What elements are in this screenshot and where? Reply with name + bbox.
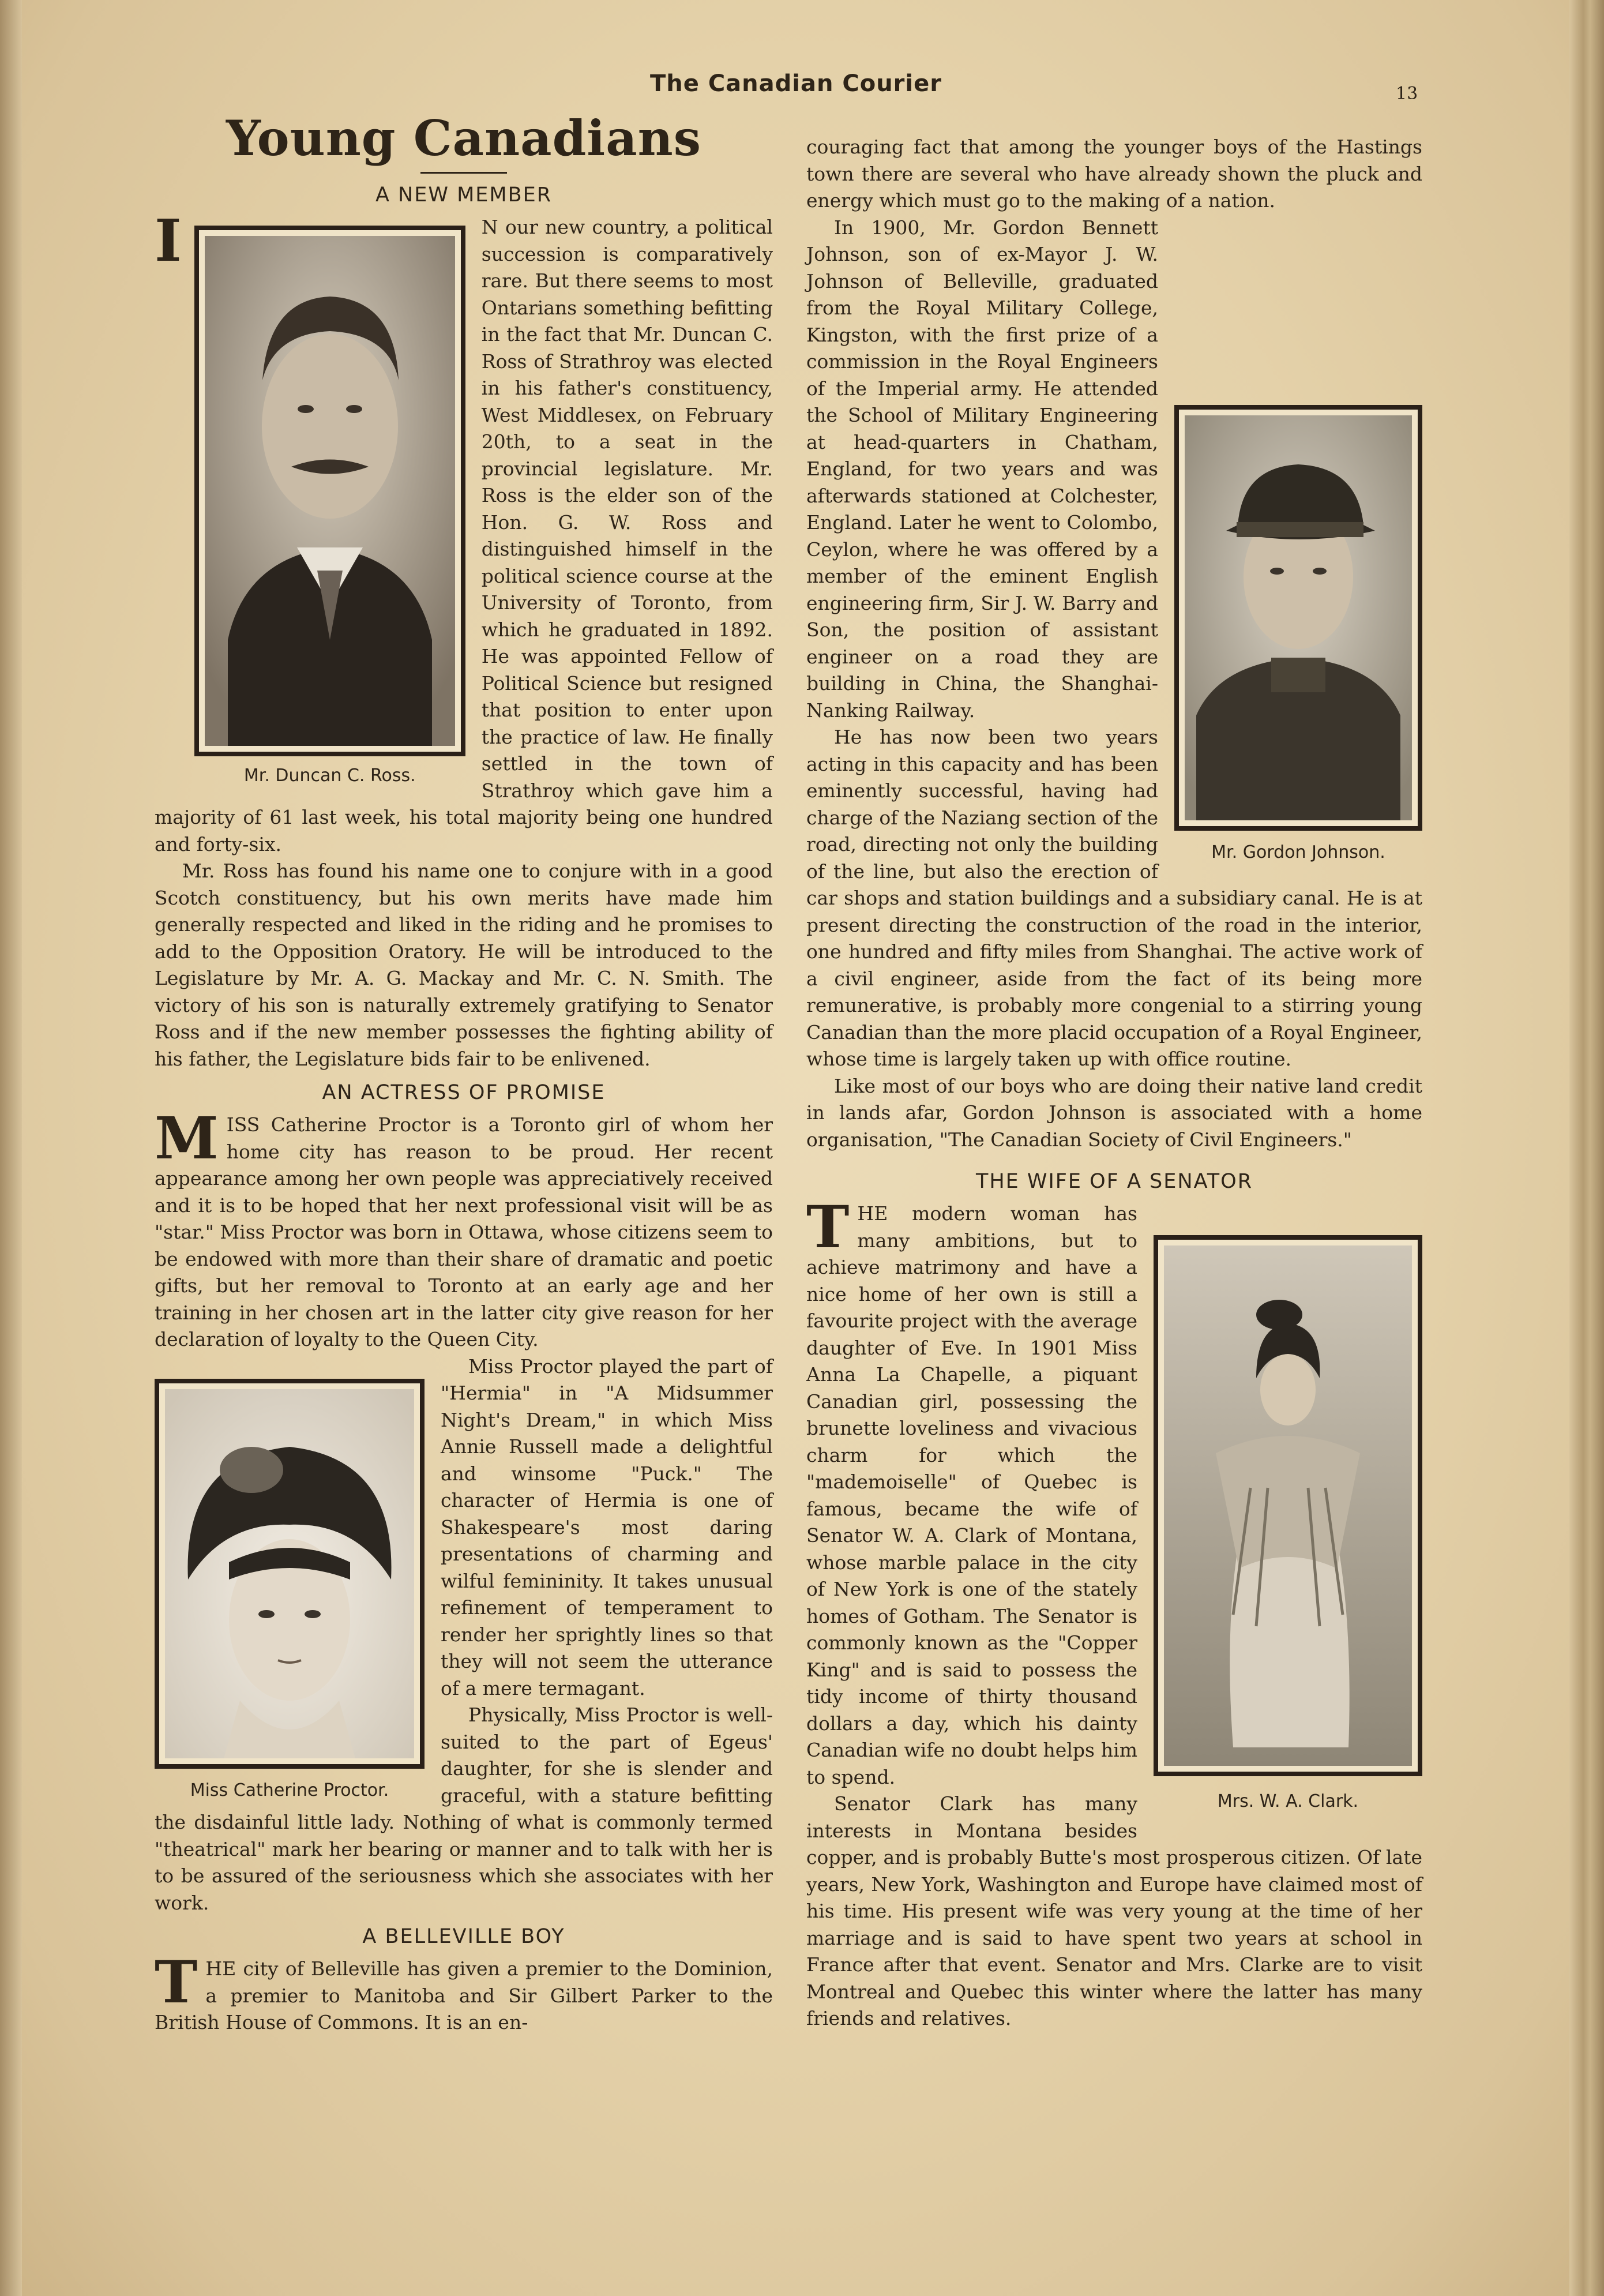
belleville-p4: Like most of our boys who are doing their native land credit in lands afar, Gordon Johnson is associated with a home organisation, "The Canadian Society of Civil Engineers." [806,1074,1422,1151]
new-member-p2: Mr. Ross has found his name one to conjure with in a good Scotch constituency, but his own merits have made him generally respected and liked in the riding and he promises to add to the Opposition Oratory. He will be introduced to the Legislature by Mr. A. G. Mackay and Mr. C. N. Smith. The victory of his son is naturally extremely gratifying to Senator Ross and if the new member possesses the fighting ability of his father, the Legislature bids fair to be enlivened. [155,860,773,1070]
belleville-p2: In 1900, Mr. Gordon Bennett Johnson, son of ex-Mayor J. W. Johnson of Belleville, graduated from the Royal Military College, Kingston, with the first prize of a commission in the Royal Engineers of the Imperial army. He attended the School of Military Engineering at head-quarters in Chatham, England, for two years and was afterwards stationed at Colchester, England. Later he went to Colombo, Ceylon, where he was offered by a member of the eminent English engineering firm, Sir J. W. Barry and Son, the position of assistant engineer on a road they are building in China, the Shanghai-Nanking Railway. [806,216,1158,722]
ross-photo [194,226,465,756]
actress-p2-wrap [155,1353,773,1800]
proctor-photo [155,1379,425,1769]
new-member-text [155,207,773,858]
right-column [806,134,1422,2032]
johnson-caption: Mr. Gordon Johnson. [1211,842,1385,862]
left-column [155,110,773,2036]
title-rule [420,172,507,174]
senator-wife-p2: Senator Clark has many interests in Montana besides copper, and is probably Butte's most prosperous citizen. Of late years, New York, Washington and Europe have claimed most of his time. His present wife was very young at the time of her marriage and is said to have spent two years at school in France after that event. Senator and Mrs. Clarke are to visit Montreal and Quebec this winter where the latter has many friends and relatives. [806,1792,1422,2029]
clark-figure [1154,1235,1422,1813]
actress-p1-wrap [155,1104,773,1353]
heading-new-member: A NEW MEMBER [375,183,553,207]
clark-caption: Mrs. W. A. Clark. [1217,1791,1359,1811]
belleville-p1-wrap [155,1948,773,2036]
johnson-photo [1174,405,1422,831]
clark-photo [1154,1235,1422,1776]
clark-portrait-image [1164,1245,1412,1766]
ross-figure [194,226,465,787]
binding-spine [0,0,22,2296]
dropcap: M [155,1104,219,1172]
heading-senator-wife: THE WIFE OF A SENATOR [975,1170,1253,1193]
senator-wife-p1-wrap [806,1193,1422,1811]
belleville-p1: HE city of Belleville has given a premier to the Dominion, a premier to Manitoba and Sir Gilbert Parker to the British House of Commons. It is an en- [155,1957,773,2034]
dropcap: I [155,207,182,275]
actress-p1: ISS Catherine Proctor is a Toronto girl of whom her home city has reason to be proud. Her recent appearance among her own people was appreciatively received and it is to be hoped that her next professional visit will be as "star." Miss Proctor was born in Ottawa, whose citizens seem to be endowed with more than their share of dramatic and poetic gifts, but her removal to Toronto at an early age and her training in her chosen art in the latter city give reason for her declaration of loyalty to the Queen City. [155,1113,773,1350]
ross-caption: Mr. Duncan C. Ross. [243,766,416,786]
actress-p2: Miss Proctor played the part of "Hermia" in "A Midsummer Night's Dream," in which Miss Annie Russell made a delightful and winsome "Puck." The character of Hermia is one of Shakespeare's most daring presentations of charming and wilful femininity. It takes unusual refinement of temperament to render her sprightly lines so that they will not seem the utterance of a mere termagant. [441,1355,773,1700]
proctor-figure [155,1379,425,1802]
running-head: The Canadian Courier [650,70,942,97]
johnson-portrait-image [1185,415,1412,820]
page-title: Young Canadians [226,110,702,167]
heading-belleville: A BELLEVILLE BOY [362,1925,565,1948]
heading-actress: AN ACTRESS OF PROMISE [322,1081,606,1104]
page-edge [1569,0,1604,2296]
proctor-caption: Miss Catherine Proctor. [190,1780,389,1800]
johnson-figure [1174,405,1422,864]
dropcap: T [155,1948,198,2016]
proctor-portrait-image [165,1389,414,1758]
ross-portrait-image [205,236,455,746]
new-member-p1: N our new country, a political succession is comparatively rare. But there seems to most Ontarians something befitting in the fact that Mr. Duncan C. Ross of Strathroy was elected in his father's constituency, West Middlesex, on February 20th, to a seat in the provincial legislature. Mr. Ross is the elder son of the Hon. G. W. Ross and distinguished himself in the political science course at the University of Toronto, from which he graduated in 1892. He was appointed Fellow of Political Science but resigned that position to enter upon the practice of law. He finally settled in the town of Strathroy which gave him a majority of 61 last week, his total majority being one hundred and forty-six. [155,216,773,856]
actress-p3: Physically, Miss Proctor is well-suited to the part of Egeus' daughter, for she is slender and graceful, with a stature befitting the disdainful little lady. Nothing of what is commonly termed "theatrical" mark her bearing or manner and to talk with her is to be assured of the seriousness which she associates with her work. [155,1704,773,1914]
belleville-p1-cont: couraging fact that among the younger boys of the Hastings town there are several who have already shown the pluck and energy which must go to the making of a nation. [806,136,1422,212]
senator-wife-p1: HE modern woman has many ambitions, but to achieve matrimony and have a nice home of her own is still a favourite project with the average daughter of Eve. In 1901 Miss Anna La Chapelle, a piquant Canadian girl, possessing the brunette loveliness and vivacious charm for which the "mademoiselle" of Quebec is famous, became the wife of Senator W. A. Clark of Montana, whose marble palace in the city of New York is one of the stately homes of Gotham. The Senator is commonly known as the "Copper King" and is said to possess the tidy income of thirty thousand dollars a day, which his dainty Canadian wife no doubt helps him to spend. [806,1202,1137,1788]
page-number: 13 [1396,84,1418,104]
dropcap: T [806,1193,850,1261]
belleville-p2-wrap [806,215,1422,862]
belleville-p3: He has now been two years acting in this capacity and has been eminently successful, having had charge of the Naziang section of the road, directing not only the building of the line, but also the erection of car shops and station buildings and a subsidiary canal. He is at present directing the construction of the road in the interior, one hundred and fifty miles from Shanghai. The active work of a civil engineer, aside from the fact of its being more remunerative, is probably more congenial to a stirring young Canadian than the more placid occupation of a Royal Engineer, whose time is largely taken up with office routine. [806,726,1422,1070]
